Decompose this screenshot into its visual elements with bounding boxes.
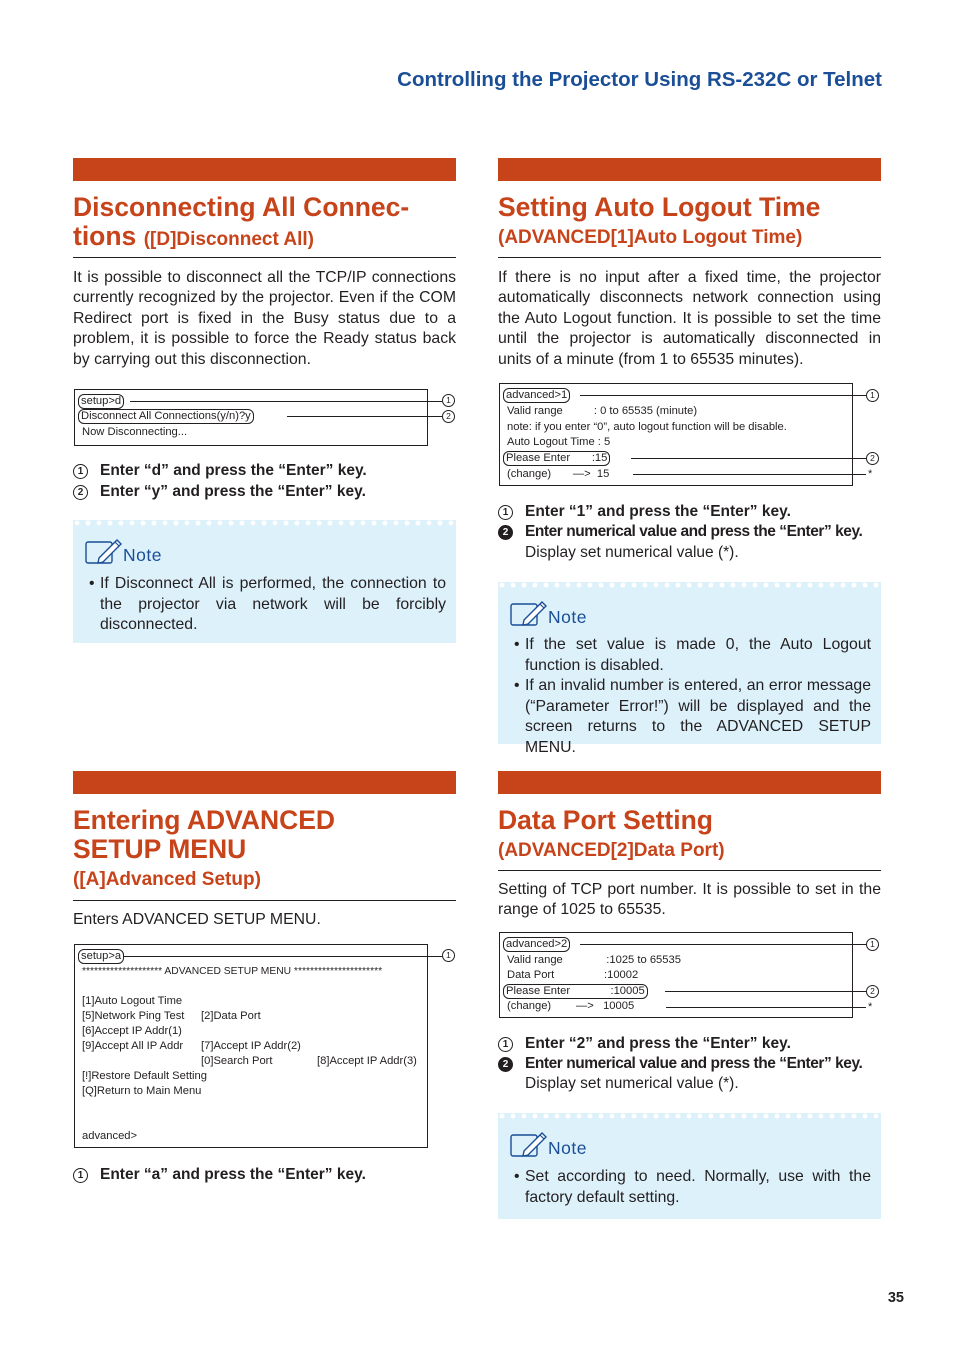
menu-option: [7]Accept IP Addr(2) xyxy=(201,1040,301,1053)
data-port-body: Setting of TCP port number. It is possible to set in the range of 1025 to 65535. xyxy=(498,881,881,919)
disconnect-title-rule xyxy=(73,257,456,258)
menu-option: [9]Accept All IP Addr xyxy=(82,1040,184,1053)
data-port-title-rule xyxy=(498,870,881,871)
terminal-command: advanced>2 xyxy=(503,937,570,952)
advanced-title-rule xyxy=(73,900,456,901)
note-dotted-border xyxy=(498,1113,881,1119)
menu-option: [2]Data Port xyxy=(201,1010,261,1023)
menu-option: [8]Accept IP Addr(3) xyxy=(317,1055,417,1068)
terminal-prompt: Please Enter :15 xyxy=(503,451,610,466)
callout-leader xyxy=(287,416,442,417)
disconnect-title-line2: tions xyxy=(73,221,137,251)
menu-option: [5]Network Ping Test xyxy=(82,1010,185,1023)
callout-leader xyxy=(130,401,442,402)
callout-marker: 2 xyxy=(866,985,879,998)
note-box xyxy=(498,1113,881,1219)
callout-marker: 2 xyxy=(866,452,879,465)
note-dotted-border xyxy=(73,520,456,526)
terminal-command: setup>d xyxy=(78,394,124,409)
step-item xyxy=(498,522,881,543)
advanced-body: Enters ADVANCED SETUP MENU. xyxy=(73,911,321,928)
menu-option: [!]Restore Default Setting xyxy=(82,1070,207,1083)
terminal-prompt: Disconnect All Connections(y/n)?y xyxy=(78,409,254,424)
menu-option: [0]Search Port xyxy=(201,1055,273,1068)
advanced-subtitle: ([A]Advanced Setup) xyxy=(73,869,261,890)
callout-marker: 1 xyxy=(866,389,879,402)
auto-logout-title-rule xyxy=(498,257,881,258)
section-bar-disconnect xyxy=(73,158,456,181)
menu-option: [1]Auto Logout Time xyxy=(82,995,183,1008)
note-bullet: • If the set value is made 0, the Auto Logout function is disabled. xyxy=(514,635,871,676)
step-number: 1 xyxy=(73,464,88,479)
terminal-line: Valid range :1025 to 65535 xyxy=(507,953,681,966)
disconnect-body: It is possible to disconnect all the TCP/IP connections currently recognized by the projector. Even if the COM Redirect port is fixed in the Busy status due to a problem, it is possible to force the Ready status back by carrying out this disconnection. xyxy=(73,269,456,368)
note-bullet: • If Disconnect All is performed, the connection to the projector via network will be forcibly disconnected. xyxy=(89,574,446,636)
terminal-line: note: if you enter “0”, auto logout function will be disable. xyxy=(507,420,787,433)
callout-leader xyxy=(665,991,866,992)
note-pencil-icon xyxy=(510,600,550,628)
terminal-line: (change) —> 15 xyxy=(507,467,610,480)
asterisk-marker: * xyxy=(868,468,873,480)
callout-leader xyxy=(580,395,866,396)
callout-leader xyxy=(124,956,442,957)
callout-leader xyxy=(580,944,866,945)
terminal-command: advanced>1 xyxy=(503,388,570,403)
advanced-terminal xyxy=(74,944,428,1148)
step-number: 2 xyxy=(498,1057,513,1072)
step-text: Enter “2” and press the “Enter” key. xyxy=(525,1035,791,1052)
step-item xyxy=(73,1165,456,1186)
section-bar-advanced xyxy=(73,771,456,794)
terminal-line: Data Port :10002 xyxy=(507,969,639,982)
callout-marker: 1 xyxy=(442,394,455,407)
note-pencil-icon xyxy=(85,538,125,566)
auto-logout-subtitle: (ADVANCED[1]Auto Logout Time) xyxy=(498,227,803,248)
step-detail: Display set numerical value (*). xyxy=(525,1075,739,1092)
callout-leader xyxy=(633,474,866,475)
terminal-line: advanced> xyxy=(82,1130,138,1143)
note-bullet: • If an invalid number is entered, an error message (“Parameter Error!”) will be displayed and the screen returns to the ADVANCED SETUP MENU. xyxy=(514,676,871,758)
section-bar-data-port xyxy=(498,771,881,794)
terminal-line: Auto Logout Time : 5 xyxy=(507,436,611,449)
disconnect-subtitle: ([D]Disconnect All) xyxy=(143,229,314,250)
asterisk-marker: * xyxy=(868,1001,873,1013)
step-number: 2 xyxy=(498,525,513,540)
running-header: Controlling the Projector Using RS-232C or Telnet xyxy=(397,68,882,91)
terminal-line: (change) —> 10005 xyxy=(507,1000,635,1013)
note-box xyxy=(73,520,456,643)
menu-option: [6]Accept IP Addr(1) xyxy=(82,1025,182,1038)
data-port-title: Data Port Setting xyxy=(498,805,713,835)
callout-marker: 2 xyxy=(442,410,455,423)
note-bullets xyxy=(514,635,871,759)
note-box xyxy=(498,582,881,756)
callout-leader xyxy=(631,458,866,459)
step-item xyxy=(73,482,456,503)
terminal-line: Now Disconnecting... xyxy=(82,425,188,438)
terminal-prompt: Please Enter :10005 xyxy=(503,984,648,999)
step-item xyxy=(73,461,456,482)
note-bullets xyxy=(514,1167,871,1208)
note-dotted-border xyxy=(498,582,881,588)
step-detail: Display set numerical value (*). xyxy=(525,544,739,561)
note-heading: Note xyxy=(548,1138,587,1158)
step-text: Enter numerical value and press the “Enter” key. xyxy=(525,1055,863,1072)
step-number: 2 xyxy=(73,485,88,500)
data-port-subtitle: (ADVANCED[2]Data Port) xyxy=(498,840,725,861)
step-item xyxy=(498,502,881,523)
callout-leader xyxy=(666,1007,866,1008)
step-text: Enter “d” and press the “Enter” key. xyxy=(100,462,367,479)
step-text: Enter “a” and press the “Enter” key. xyxy=(100,1166,366,1183)
disconnect-title-line1: Disconnecting All Connec- xyxy=(73,192,410,222)
note-bullet: • Set according to need. Normally, use with the factory default setting. xyxy=(514,1167,871,1208)
note-heading: Note xyxy=(123,545,162,565)
note-pencil-icon xyxy=(510,1131,550,1159)
step-number: 1 xyxy=(73,1168,88,1183)
terminal-line: ******************** ADVANCED SETUP MENU ********************** xyxy=(82,966,383,978)
terminal-line: Valid range : 0 to 65535 (minute) xyxy=(507,404,698,417)
disconnect-terminal xyxy=(74,389,428,446)
step-text: Enter “y” and press the “Enter” key. xyxy=(100,483,366,500)
auto-logout-title: Setting Auto Logout Time xyxy=(498,192,821,222)
step-number: 1 xyxy=(498,505,513,520)
menu-option: [Q]Return to Main Menu xyxy=(82,1085,202,1098)
advanced-title-line2: SETUP MENU xyxy=(73,834,247,864)
auto-logout-body: If there is no input after a fixed time, the projector automatically disconnects network connection using the Auto Logout function. It is possible to set the time until the projector is automatically disconnected in units of a minute (from 1 to 65535 minutes). xyxy=(498,269,881,368)
callout-marker: 1 xyxy=(442,949,455,962)
disconnect-title xyxy=(73,193,409,254)
step-number: 1 xyxy=(498,1037,513,1052)
page-number: 35 xyxy=(887,1290,904,1306)
callout-marker: 1 xyxy=(866,938,879,951)
note-bullets xyxy=(89,574,446,636)
section-bar-auto-logout xyxy=(498,158,881,181)
step-item xyxy=(498,1034,881,1055)
advanced-title-line1: Entering ADVANCED xyxy=(73,805,336,835)
step-text: Enter “1” and press the “Enter” key. xyxy=(525,503,791,520)
step-item xyxy=(498,1054,881,1075)
advanced-title xyxy=(73,806,335,864)
note-heading: Note xyxy=(548,607,587,627)
terminal-command: setup>a xyxy=(78,949,124,964)
step-text: Enter numerical value and press the “Enter” key. xyxy=(525,523,863,540)
auto-logout-terminal xyxy=(499,383,853,486)
